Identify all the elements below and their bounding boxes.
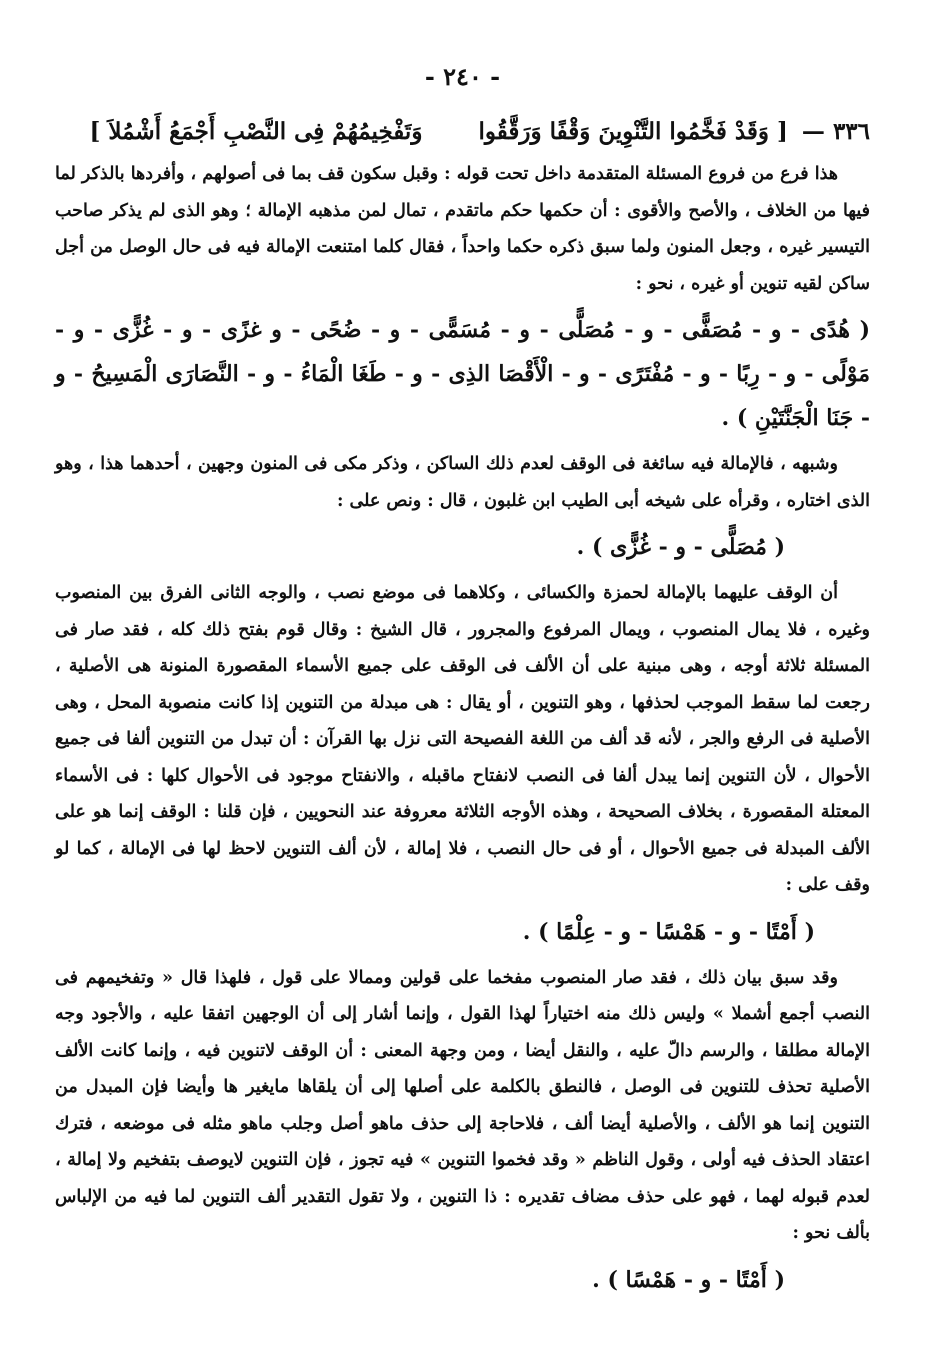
- commentary-paragraph: أن الوقف عليهما بالإمالة لحمزة والكسائى ، وكلاهما فى موضع نصب ، والوجه الثانى الفرق بين المنصوب وغيره ، فلا يمال المنصوب ، ويمال المرفوع والمجرور ، قال الشيخ : وقال قوم بفتح ذلك كله ، فقد صار فى المسئلة ثلاثة أوجه ، وهى مبنية على أن الألف فى الوقف على جميع الأسماء المقصورة المنونة هى الأصلية ، رجعت لما سقط الموجب لحذفها ، وهو التنوين ، أو يقال : هى مبدلة من التنوين إذا كانت منصوبة المحل ، وهى الأصلية فى الرفع والجر ، لأنه قد ألف من اللغة الفصيحة التى نزل بها القرآن : أن تبدل من التنوين ألفا فى جميع الأحوال ، لأن التنوين إنما يبدل ألفا فى النصب لانفتاح ماقبله ، والانفتاح موجود فى الأحوال كلها : فى الأسماء المعتلة المقصورة ، بخلاف الصحيحة ، وهذه الأوجه الثلاثة معروفة عند النحويين ، فإن قلنا : الوقف إنما هو على الألف المبدلة فى جميع الأحوال ، أو فى حال النصب ، فلا إمالة ، لأن ألف التنوين لاحظ لها فى الإمالة ، كما لو وقف على :: [55, 583, 870, 895]
- example-words: ( مُصَلًّى - و - غُزًّى ) .: [576, 534, 785, 560]
- verse-hemistich-2: وَتَفْخِيمُهُمْ فِى النَّصْبِ أَجْمَعُ أَشْمُلاَ ]: [89, 118, 423, 145]
- commentary-paragraph: هذا فرع من فروع المسئلة المتقدمة داخل تحت قوله : وقبل سكون قف بما فى أصولهم ، وأفردها بالذكر لما فيها من الخلاف ، والأصح والأقوى : أن حكمها حكم ماتقدم ، تمال لمن مذهبه الإمالة ؛ وهو الذى لم يذكر صاحب التيسير غيره ، وجعل المنون ولما سبق ذكره حكما واحداً ، فقال كلما امتنعت الإمالة فيه فى حال الوصل من أجل ساكن لقيه تنوين أو غيره ، نحو :: [55, 164, 870, 294]
- example-words: ( هُدًى - و - مُصَفًّى - و - مُصَلًّى - و - مُسَمًّى - و - ضُحًى - و غزًى - و - غُزًّى - و - مَوْلًى - و - رِبًا - و - مُفْتَرًى - و - الْأَقْصَا الذِى - و - طَغَا الْمَاءُ - و - النَّصَارَى الْمَسِيحُ - و - جَنَا الْجَنَّتَيْنِ ) .: [55, 317, 870, 431]
- commentary-paragraph: وقد سبق بيان ذلك ، فقد صار المنصوب مفخما على قولين وممالا على قول ، فلهذا قال « وتفخيمهم فى النصب أجمع أشملا » وليس ذلك منه اختياراً لهذا القول ، وإنما أشار إلى أن الوجهين اتفقا عليه ، والأجود وجه الإمالة مطلقا ، والرسم دالّ عليه ، والنقل أيضا ، ومن وجهة المعنى : أن الوقف لاتنوين فيه ، وإنما كانت الألف الأصلية تحذف للتنوين فى الوصل ، فالنطق بالكلمة على أصلها إلى أن يلقاها مايغير ها وأيضا فإن المبدل من التنوين إنما هو الألف ، والأصلية أيضا ألف ، فلاحاجة إلى حذف ماهو أصل وجلب ماهو مثله فى موضعه ، فترك اعتقاد الحذف فيه أولى ، وقول الناظم « وقد فخموا التنوين » فيه تجوز ، فإن التنوين لايوصف بتفخيم ولا إمالة ، لعدم قبوله لهما ، فهو على حذف مضاف تقديره : ذا التنوين ، ولا تقول التقدير ألف التنوين لما فيه من الإلباس بألف نحو :: [55, 967, 870, 1243]
- page-number: - ٢٤٠ -: [424, 62, 501, 91]
- example-words: ( أَمْتًا - و - هَمْسًا ) .: [592, 1266, 785, 1293]
- verse-number: ٣٣٦ —: [801, 118, 870, 145]
- verse-hemistich-1: [ وَقَدْ فَخَّمُوا التَّنْوِينَ وَقْفًا وَرَقَّقُوا: [478, 118, 788, 145]
- example-words: ( أَمْتًا - و - هَمْسًا - و - عِلْمًا ) .: [522, 918, 815, 945]
- commentary-paragraph: وشبهه ، فالإمالة فيه سائغة فى الوقف لعدم ذلك الساكن ، وذكر مكى فى المنون وجهين ، أحدهما هذا ، وهو الذى اختاره ، وقرأه على شيخه أبى الطيب ابن غلبون ، قال : ونص على :: [55, 454, 870, 511]
- poem-verse: [55, 112, 870, 152]
